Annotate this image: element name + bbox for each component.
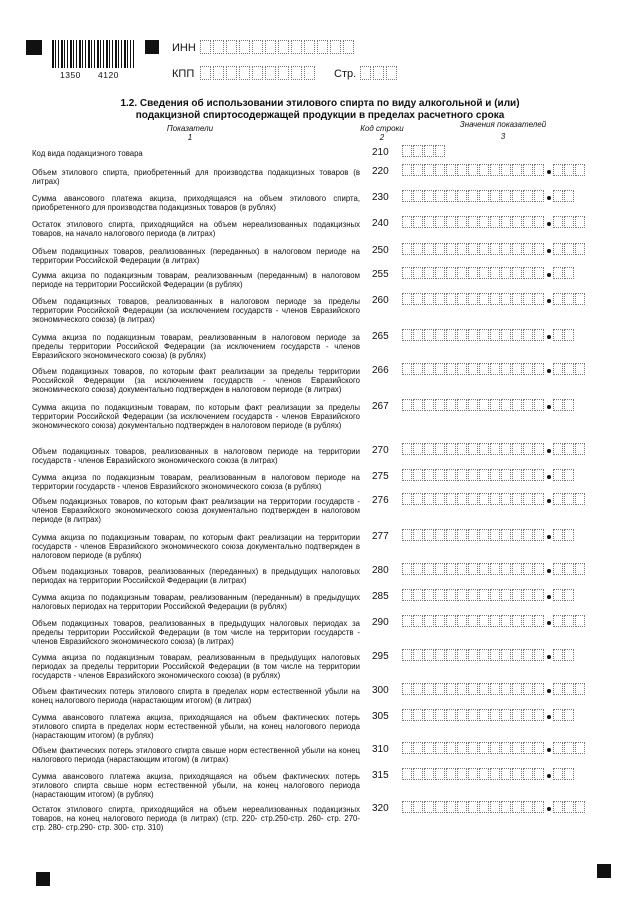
kpp-label: КПП [172, 68, 195, 80]
row-code: 250 [372, 245, 389, 256]
row-code: 315 [372, 770, 389, 781]
row-code: 220 [372, 166, 389, 177]
value-field-260[interactable] [402, 293, 586, 305]
corner-marker-top-left [26, 40, 42, 55]
corner-marker-top-right [145, 40, 159, 54]
row-label: Сумма акциза по подакцизным товарам, реализованным (переданным) в предыдущих налоговых периодах на территории Российской Федерации (в рублях) [32, 593, 360, 612]
row-code: 310 [372, 744, 389, 755]
value-field-295[interactable] [402, 649, 575, 661]
value-field-267[interactable] [402, 399, 575, 411]
row-code: 210 [372, 147, 389, 158]
row-label: Объем этилового спирта, приобретенный для производства подакцизных товаров (в литрах) [32, 168, 360, 187]
row-label: Объем подакцизных товаров, по которым факт реализации на территории государств - членов Евразийского экономического союза документально подтвержден в налоговом периоде (в литрах) [32, 497, 360, 525]
value-field-275[interactable] [402, 469, 575, 481]
row-code: 265 [372, 331, 389, 342]
value-field-265[interactable] [402, 329, 575, 341]
row-code: 280 [372, 565, 389, 576]
column-header-indicators: Показатели 1 [166, 124, 214, 142]
section-title-line2: подакцизной спиртосодержащей продукции в пределах расчетного срока [135, 110, 505, 121]
value-field-277[interactable] [402, 529, 575, 541]
row-label: Объем подакцизных товаров, реализованных в предыдущих налоговых периодах за пределы территории Российской Федерации (в том числе на территории государств - членов Евразийского экономического союза) (в литрах) [32, 619, 360, 647]
barcode-number-1: 1350 [60, 70, 81, 80]
page-label: Стр. [334, 68, 357, 80]
value-field-240[interactable] [402, 216, 586, 228]
value-field-210[interactable] [402, 145, 446, 157]
row-code: 295 [372, 651, 389, 662]
value-field-255[interactable] [402, 267, 575, 279]
page-number-field[interactable] [360, 66, 399, 80]
row-label: Объем подакцизных товаров, реализованных в налоговом периоде за пределы территории Российской Федерации (за исключением государств - членов Евразийского экономического союза) (в литрах) [32, 297, 360, 325]
row-code: 240 [372, 218, 389, 229]
section-title [0, 98, 640, 122]
row-label: Сумма авансового платежа акциза, приходящаяся на объем фактических потерь этилового спирта в пределах норм естественной убыли, на конец налогового периода (нарастающим итогом) (в рублях) [32, 713, 360, 741]
value-field-320[interactable] [402, 801, 586, 813]
row-code: 266 [372, 365, 389, 376]
section-title-line1: 1.2. Сведения об использовании этилового спирта по виду алкогольной и (или) [120, 98, 520, 109]
row-code: 267 [372, 401, 389, 412]
value-field-276[interactable] [402, 493, 586, 505]
row-code: 290 [372, 617, 389, 628]
value-field-300[interactable] [402, 683, 586, 695]
row-label: Сумма акциза по подакцизным товарам, по которым факт реализации за пределы территории Российской Федерации (за исключением государств - членов Евразийского экономического союза) документально подтвержден в налоговом периоде (в рублях) [32, 403, 360, 431]
row-code: 276 [372, 495, 389, 506]
corner-marker-bottom-right [597, 864, 611, 878]
row-code: 255 [372, 269, 389, 280]
row-code: 305 [372, 711, 389, 722]
value-field-285[interactable] [402, 589, 575, 601]
row-code: 260 [372, 295, 389, 306]
value-field-305[interactable] [402, 709, 575, 721]
row-code: 320 [372, 803, 389, 814]
row-label: Объем подакцизных товаров, реализованных в налоговом периоде на территории государств - членов Евразийского экономического союза (в литрах) [32, 447, 360, 466]
value-field-220[interactable] [402, 164, 586, 176]
value-field-250[interactable] [402, 243, 586, 255]
row-label: Объем подакцизных товаров, по которым факт реализации за пределы территории Российской Федерации (за исключением государств - членов Евразийского экономического союза) документально подтвержден в налоговом периоде (в литрах) [32, 367, 360, 395]
row-code: 277 [372, 531, 389, 542]
row-label: Сумма акциза по подакцизным товарам, реализованным в налоговом периоде за пределы территории Российской Федерации (за исключением государств - членов Евразийского экономического союза) (в рублях) [32, 333, 360, 361]
value-field-290[interactable] [402, 615, 586, 627]
value-field-230[interactable] [402, 190, 575, 202]
corner-marker-bottom-left [36, 872, 50, 886]
row-label: Сумма авансового платежа акциза, приходящаяся на объем фактических потерь этилового спирта свыше норм естественной убыли, на конец налогового периода (нарастающим итогом) (в рублях) [32, 772, 360, 800]
row-label: Объем подакцизных товаров, реализованных (переданных) в налоговом периоде на территории Российской Федерации (в литрах) [32, 247, 360, 266]
row-code: 270 [372, 445, 389, 456]
column-header-code: Код строки 2 [360, 124, 404, 142]
barcode [52, 40, 134, 68]
row-label: Объем фактических потерь этилового спирта свыше норм естественной убыли на конец налогового периода (нарастающим итогом) (в литрах) [32, 746, 360, 765]
row-label: Сумма акциза по подакцизным товарам, по которым факт реализации на территории государств - членов Евразийского экономического союза документально подтвержден в налоговом периоде (в рублях) [32, 533, 360, 561]
row-label: Сумма акциза по подакцизным товарам, реализованным в предыдущих налоговых периодах за пределы территории Российской Федерации (в том числе на территории государств - членов Евразийского экономического союза) (в рублях) [32, 653, 360, 681]
kpp-field[interactable] [200, 66, 317, 80]
value-field-266[interactable] [402, 363, 586, 375]
row-label: Сумма авансового платежа акциза, приходящаяся на объем этилового спирта, приобретенного для производства подакцизных товаров (в рублях) [32, 194, 360, 213]
row-label: Объем подакцизных товаров, реализованных (переданных) в предыдущих налоговых периодах на территории Российской Федерации (в литрах) [32, 567, 360, 586]
inn-field[interactable] [200, 40, 356, 54]
value-field-315[interactable] [402, 768, 575, 780]
row-code: 285 [372, 591, 389, 602]
row-label: Сумма акциза по подакцизным товарам, реализованным (переданным) в налоговом периоде на территории Российской Федерации (в рублях) [32, 271, 360, 290]
barcode-number-2: 4120 [98, 70, 119, 80]
row-code: 300 [372, 685, 389, 696]
row-label: Остаток этилового спирта, приходящийся на объем нереализованных подакцизных товаров, на начало налогового периода (в литрах) [32, 220, 360, 239]
row-code: 230 [372, 192, 389, 203]
row-code: 275 [372, 471, 389, 482]
row-label: Код вида подакцизного товара [32, 149, 143, 158]
row-label: Объем фактических потерь этилового спирта в пределах норм естественной убыли на конец налогового периода (нарастающим итогом) (в литрах) [32, 687, 360, 706]
column-header-values: Значения показателей 3 [459, 120, 547, 141]
value-field-280[interactable] [402, 563, 586, 575]
inn-label: ИНН [172, 42, 196, 54]
row-label: Сумма акциза по подакцизным товарам, реализованным в налоговом периоде на территории государств - членов Евразийского экономического союза (в рублях) [32, 473, 360, 492]
value-field-310[interactable] [402, 742, 586, 754]
value-field-270[interactable] [402, 443, 586, 455]
row-label: Остаток этилового спирта, приходящийся на объем нереализованных подакцизных товаров, на конец налогового периода (в литрах) (стр. 220- стр.250-стр. 260- стр. 270- стр. 280- стр.290- стр. 300- стр. 310) [32, 805, 360, 833]
